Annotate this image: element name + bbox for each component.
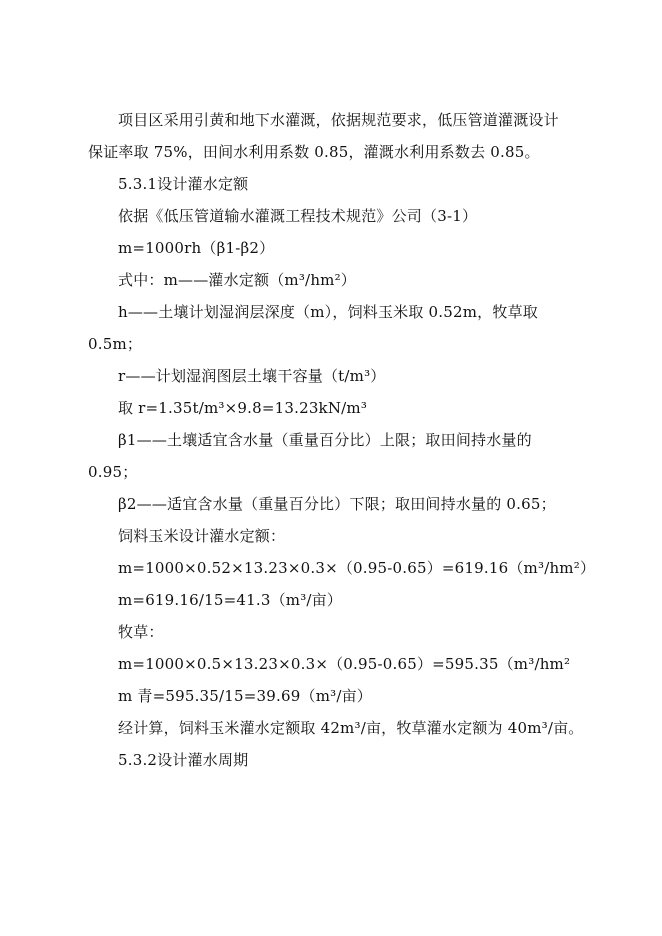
paragraph-intro-line-2: 保证率取 75%，田间水利用系数 0.85，灌溉水利用系数去 0.85。 [88,143,540,161]
grass-heading: 牧草： [118,623,164,641]
corn-calculation-hm2: m=1000×0.52×13.23×0.3×（0.95-0.65）=619.16（m³/hm²） [118,559,596,577]
reference-text: 依据《低压管道输水灌溉工程技术规范》公司（3-1） [118,207,478,225]
definition-beta1-line-2: 0.95； [88,463,138,481]
grass-calculation-hm2: m=1000×0.5×13.23×0.3×（0.95-0.65）=595.35（m³/hm² [118,655,571,673]
definition-r: r——计划湿润图层土壤干容量（t/m³） [118,367,386,385]
paragraph-intro-line-1: 项目区采用引黄和地下水灌溉，依据规范要求，低压管道灌溉设计 [118,111,559,129]
value-r: 取 r=1.35t/m³×9.8=13.23kN/m³ [118,399,368,417]
section-heading-5-3-2: 5.3.2设计灌水周期 [118,751,249,769]
grass-calculation-mu: m 青=595.35/15=39.69（m³/亩） [118,687,372,705]
section-heading-5-3-1: 5.3.1设计灌水定额 [118,175,249,193]
formula-main: m=1000rh（β1-β2） [118,239,275,257]
definition-m: 式中：m——灌水定额（m³/hm²） [118,271,357,289]
definition-beta1-line-1: β1——土壤适宜含水量（重量百分比）上限；取田间持水量的 [118,431,532,449]
corn-heading: 饲料玉米设计灌水定额： [118,527,286,545]
definition-h-line-2: 0.5m； [88,335,143,353]
conclusion-text: 经计算，饲料玉米灌水定额取 42m³/亩，牧草灌水定额为 40m³/亩。 [118,719,584,737]
corn-calculation-mu: m=619.16/15=41.3（m³/亩） [118,591,343,609]
definition-beta2: β2——适宜含水量（重量百分比）下限；取田间持水量的 0.65； [118,495,556,513]
definition-h-line-1: h——土壤计划湿润层深度（m），饲料玉米取 0.52m，牧草取 [118,303,538,321]
